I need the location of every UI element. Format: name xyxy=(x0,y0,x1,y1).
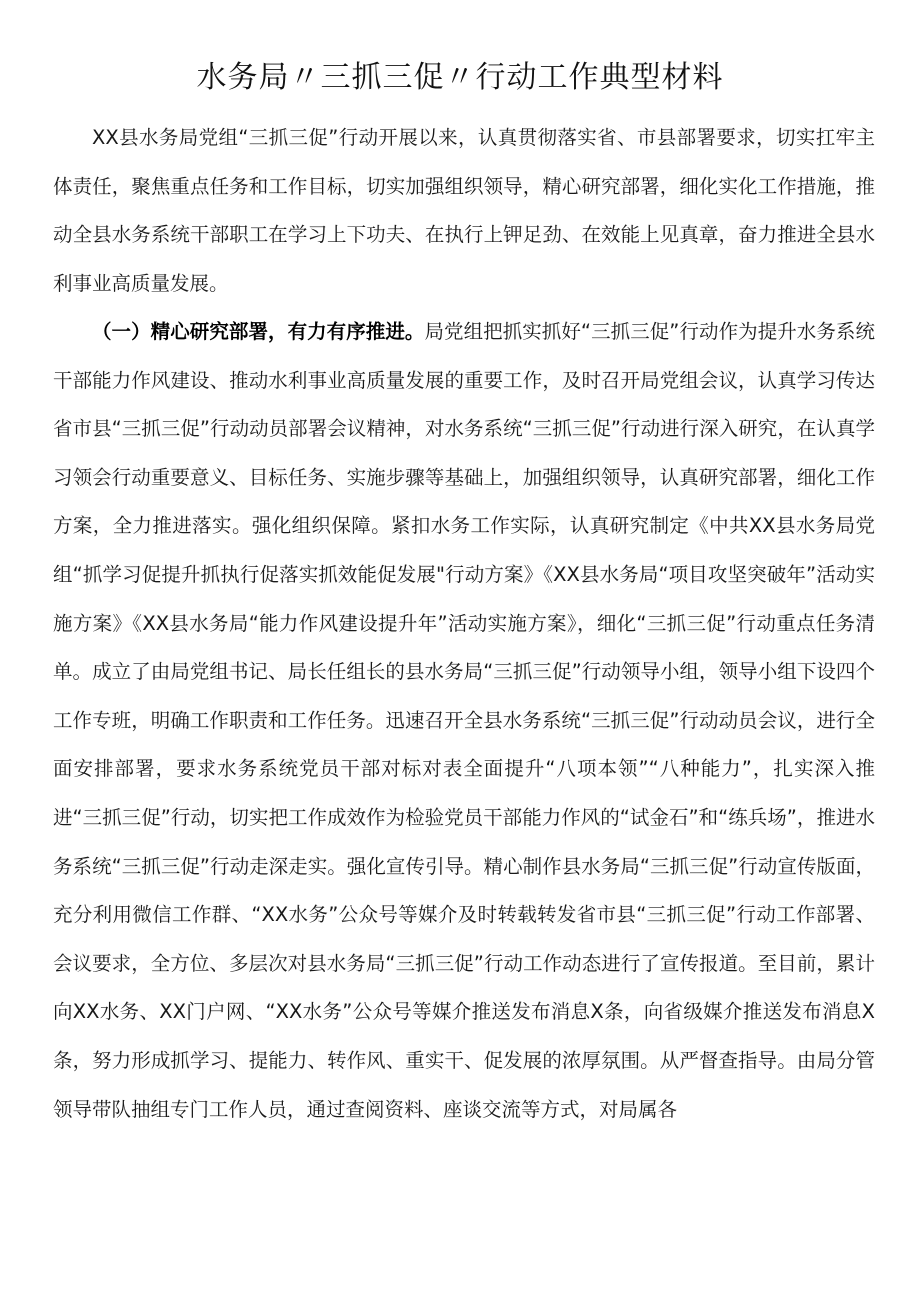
section-one-body: 局党组把抓实抓好“三抓三促”行动作为提升水务系统干部能力作风建设、推动水利事业高质量发展的重要工作，及时召开局党组会议，认真学习传达省市县“三抓三促”行动动员部署会议精神，对水务系统“三抓三促”行动进行深入研究，在认真学习领会行动重要意义、目标任务、实施步骤等基础上，加强组织领导，认真研究部署，细化工作方案，全力推进落实。强化组织保障。紧扣水务工作实际，认真研究制定《中共XX县水务局党组“抓学习促提升抓执行促落实抓效能促发展"行动方案》《XX县水务局“项目攻坚突破年”活动实施方案》《XX县水务局“能力作风建设提升年”活动实施方案》，细化“三抓三促”行动重点任务清单。成立了由局党组书记、局长任组长的县水务局“三抓三促”行动领导小组，领导小组下设四个工作专班，明确工作职责和工作任务。迅速召开全县水务系统“三抓三促”行动动员会议，进行全面安排部署，要求水务系统党员干部对标对表全面提升“八项本领”“八种能力”，扎实深入推进“三抓三促”行动，切实把工作成效作为检验党员干部能力作风的“试金石”和“练兵场”，推进水务系统“三抓三促”行动走深走实。强化宣传引导。精心制作县水务局“三抓三促”行动宣传版面，充分利用微信工作群、“XX水务”公众号等媒介及时转载转发省市县“三抓三促”行动工作部署、会议要求，全方位、多层次对县水务局“三抓三促”行动工作动态进行了宣传报道。至目前，累计向XX水务、XX门户网、“XX水务”公众号等媒介推送发布消息X条，向省级媒介推送发布消息X条，努力形成抓学习、提能力、转作风、重实干、促发展的浓厚氛围。从严督查指导。由局分管领导带队抽组专门工作人员，通过查阅资料、座谈交流等方式，对局属各 xyxy=(53,320,875,1121)
section-one-heading: （一）精心研究部署，有力有序推进。 xyxy=(92,320,425,343)
document-title: 水务局〃三抓三促〃行动工作典型材料 xyxy=(196,60,724,95)
section-one-paragraph xyxy=(53,308,875,1134)
intro-paragraph: XX县水务局党组“三抓三促”行动开展以来，认真贯彻落实省、市县部署要求，切实扛牢主体责任，聚焦重点任务和工作目标，切实加强组织领导，精心研究部署，细化实化工作措施，推动全县水务系统干部职工在学习上下功夫、在执行上钾足劲、在效能上见真章，奋力推进全县水利事业高质量发展。 xyxy=(53,126,875,295)
